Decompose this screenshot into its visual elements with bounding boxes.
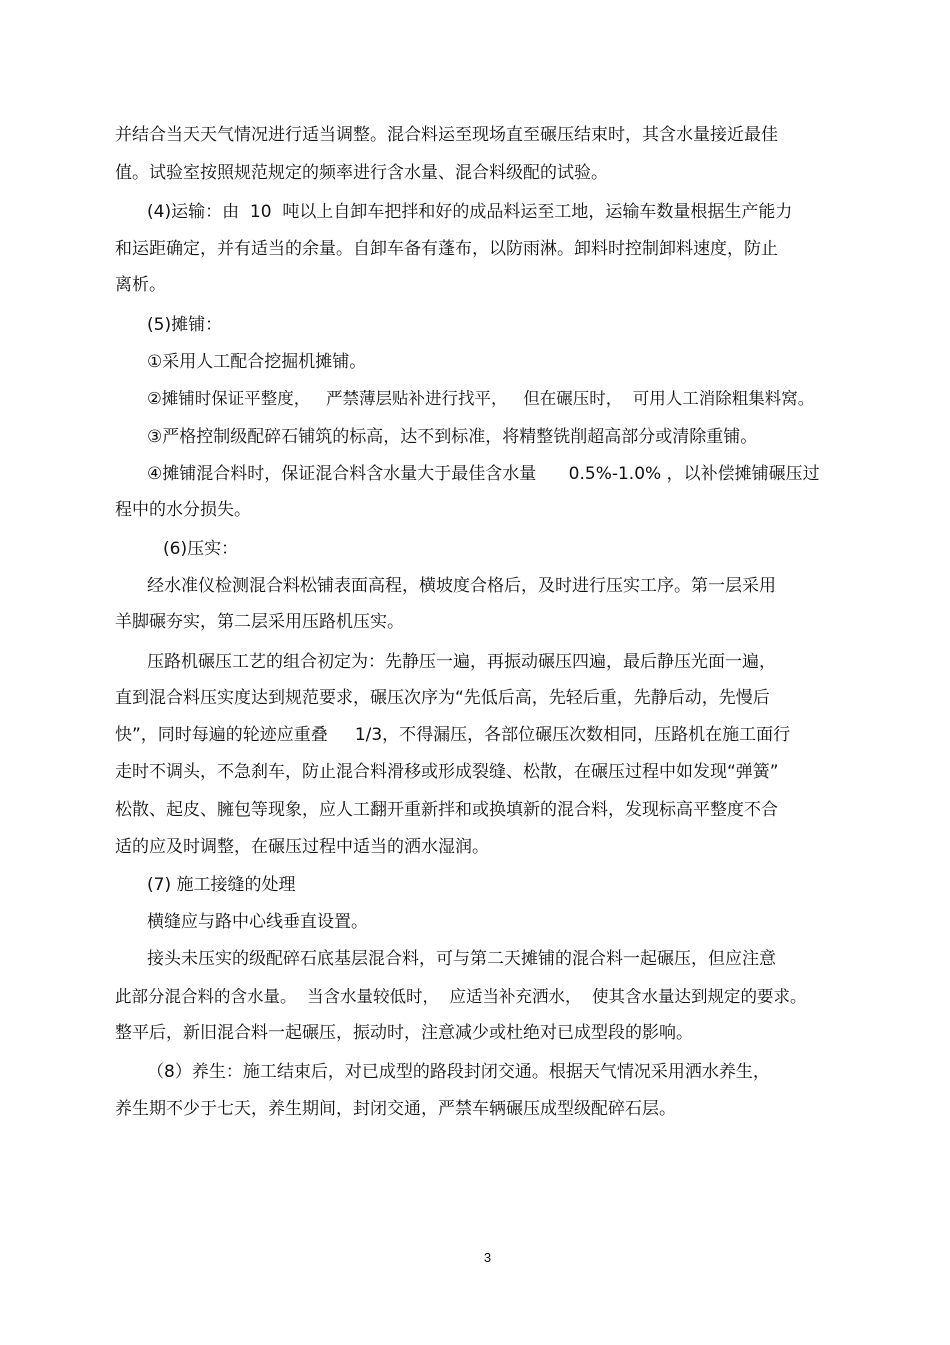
text-line: 并结合当天天气情况进行适当调整。混合料运至现场直至碾压结束时，其含水量接近最佳 bbox=[115, 125, 778, 145]
text-line: 经水准仪检测混合料松铺表面高程，横坡度合格后，及时进行压实工序。第一层采用 bbox=[147, 576, 776, 596]
text-line: （8）养生：施工结束后，对已成型的路段封闭交通。根据天气情况采用洒水养生， bbox=[147, 1062, 770, 1082]
text-line: ④摊铺混合料时，保证混合料含水量大于最佳含水量 0.5%-1.0% ，以补偿摊铺碾压过 bbox=[147, 464, 820, 484]
text-line: ①采用人工配合挖掘机摊铺。 bbox=[147, 352, 367, 372]
text-line: 羊脚碾夯实，第二层采用压路机压实。 bbox=[115, 612, 404, 632]
text-line: 此部分混合料的含水量。 当含水量较低时， 应适当补充洒水， 使其含水量达到规定的要求。 bbox=[115, 987, 807, 1006]
text-line: 接头未压实的级配碎石底基层混合料，可与第二天摊铺的混合料一起碾压，但应注意 bbox=[147, 949, 776, 969]
text-line: 直到混合料压实度达到规范要求，碾压次序为“先低后高，先轻后重，先静后动，先慢后 bbox=[115, 688, 770, 708]
text-line: (7) 施工接缝的处理 bbox=[147, 875, 296, 895]
text-line: 离析。 bbox=[115, 275, 166, 295]
text-line: ③严格控制级配碎石铺筑的标高，达不到标准，将精整铣削超高部分或清除重铺。 bbox=[147, 427, 758, 447]
text-line: (4)运输：由 10 吨以上自卸车把拌和好的成品料运至工地，运输车数量根据生产能力 bbox=[147, 202, 793, 222]
text-line: 快”，同时每遍的轮迹应重叠 1/3，不得漏压，各部位碾压次数相同，压路机在施工面行 bbox=[115, 725, 791, 745]
text-line: ②摊铺时保证平整度， 严禁薄层贴补进行找平， 但在碾压时， 可用人工消除粗集料窝。 bbox=[147, 389, 815, 408]
text-line: (6)压实： bbox=[163, 539, 239, 559]
text-line: 值。试验室按照规范规定的频率进行含水量、混合料级配的试验。 bbox=[115, 163, 608, 183]
text-line: (5)摊铺： bbox=[147, 315, 223, 335]
text-line: 和运距确定，并有适当的余量。自卸车备有蓬布，以防雨淋。卸料时控制卸料速度，防止 bbox=[115, 239, 778, 259]
text-line: 整平后，新旧混合料一起碾压，振动时，注意减少或杜绝对已成型段的影响。 bbox=[115, 1023, 693, 1043]
text-line: 程中的水分损失。 bbox=[115, 500, 251, 520]
text-line: 横缝应与路中心线垂直设置。 bbox=[147, 912, 368, 932]
text-line: 养生期不少于七天，养生期间，封闭交通，严禁车辆碾压成型级配碎石层。 bbox=[115, 1099, 676, 1119]
text-line: 适的应及时调整，在碾压过程中适当的洒水湿润。 bbox=[115, 837, 489, 857]
page-number: 3 bbox=[483, 1250, 492, 1265]
text-line: 走时不调头，不急刹车，防止混合料滑移或形成裂缝、松散，在碾压过程中如发现“弹簧” bbox=[115, 762, 779, 782]
text-line: 压路机碾压工艺的组合初定为：先静压一遍，再振动碾压四遍，最后静压光面一遍， bbox=[147, 652, 776, 672]
text-line: 松散、起皮、臃包等现象，应人工翻开重新拌和或换填新的混合料，发现标高平整度不合 bbox=[115, 800, 778, 820]
